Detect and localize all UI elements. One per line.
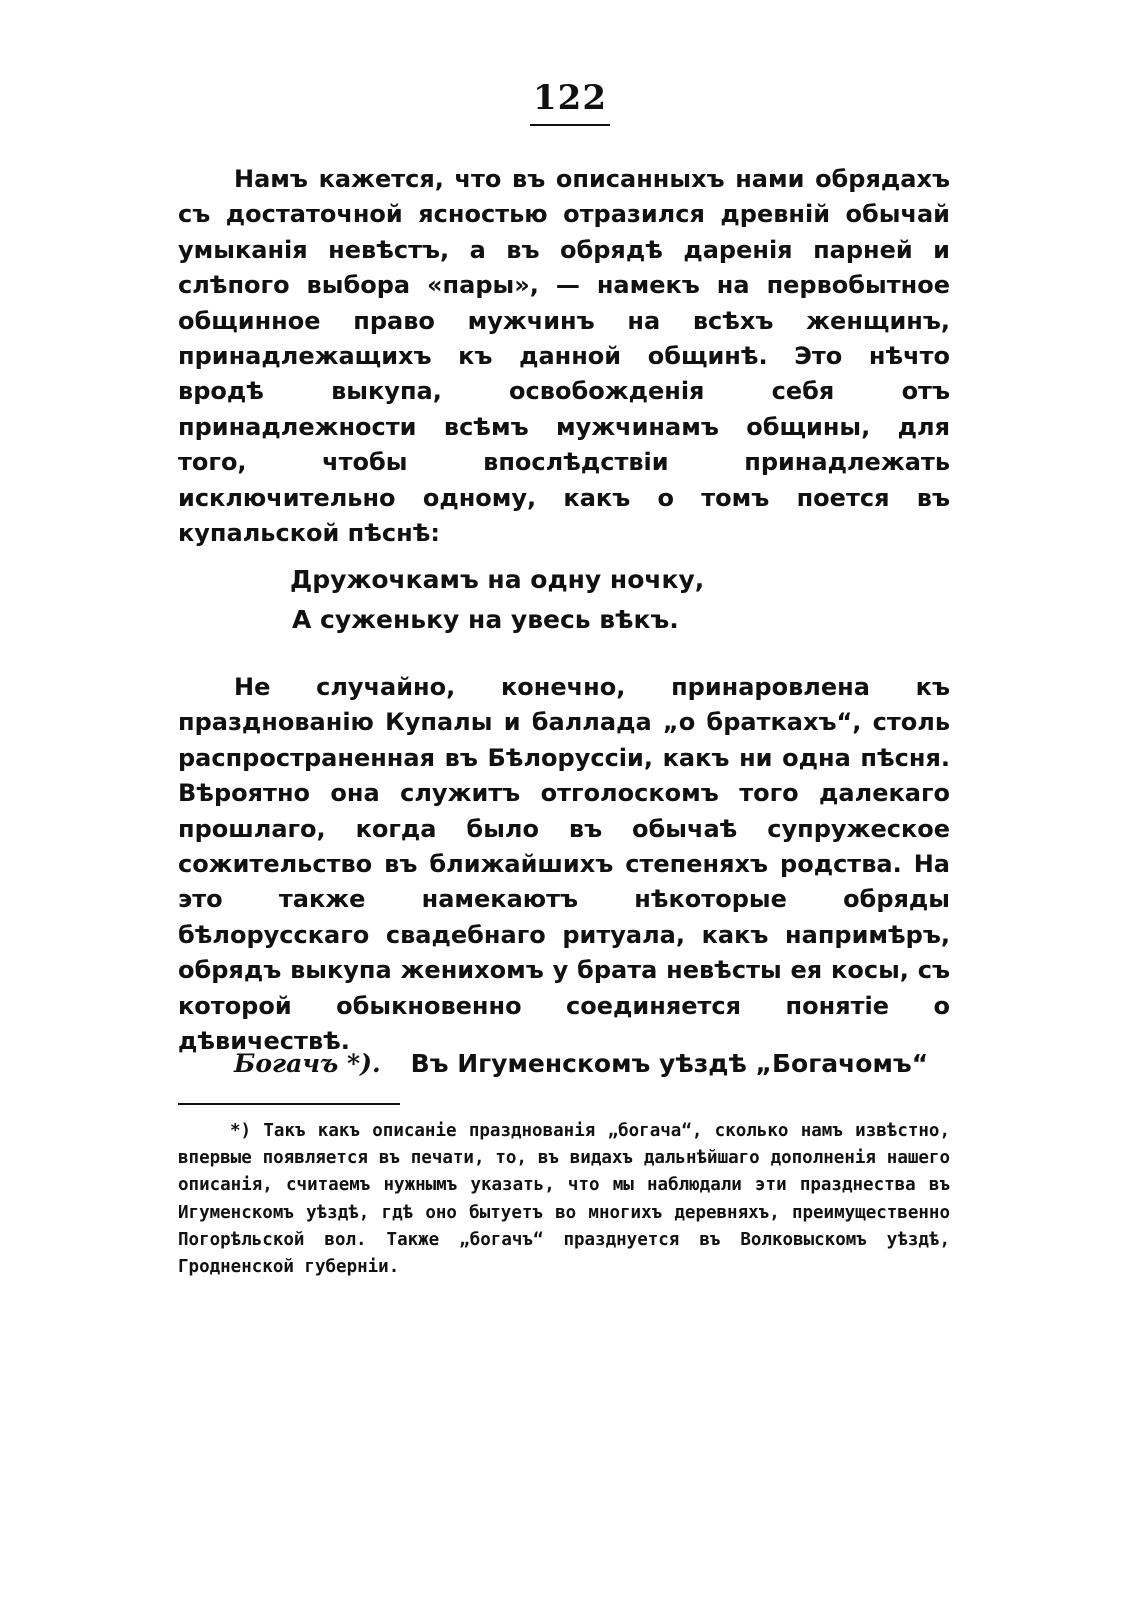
footnote: *) Такъ какъ описаніе празднованія „богача“, сколько намъ извѣстно, впервые появляется въ печати, то, въ видахъ дальнѣйшаго дополненія нашего описанія, считаемъ нужнымъ указать, что мы наблюдали эти празднества въ Игуменскомъ уѣздѣ, гдѣ оно бытуетъ во многихъ деревняхъ, преимущественно Погорѣльской вол. Также „богачъ“ празднуется въ Волковыскомъ уѣздѣ, Гродненской губерніи. [178,1121,950,1278]
section-heading: Богачъ *). [234,1049,381,1078]
page-number: 122 [533,78,607,118]
song-verse [290,560,910,640]
body-paragraph-2: Не случайно, конечно, принаровлена къ празднованію Купалы и баллада „о браткахъ“, столь распространенная въ Бѣлоруссіи, какъ ни одна пѣсня. Вѣроятно она служитъ отголоскомъ того далекаго прошлаго, когда было въ обычаѣ супружеское сожительство въ ближайшихъ степеняхъ родства. На это также намекаютъ нѣкоторые обряды бѣлорусскаго свадебнаго ритуала, какъ напримѣръ, обрядъ выкупа женихомъ у брата невѣсты ея косы, съ которой обыкновенно соединяется понятіе о дѣвичествѣ. [178,673,950,1056]
verse-line: А суженьку на увесь вѣкъ. [292,605,679,634]
body-paragraph-1: Намъ кажется, что въ описанныхъ нами обрядахъ съ достаточной ясностью отразился древній обычай умыканія невѣстъ, а въ обрядѣ даренія парней и слѣпого выбора «пары», — намекъ на первобытное общинное право мужчинъ на всѣхъ женщинъ, принадлежащихъ къ данной общинѣ. Это нѣчто вродѣ выкупа, освобожденія себя отъ принадлежности всѣмъ мужчинамъ общины, для того, чтобы впослѣдствіи принадлежать исключительно одному, какъ о томъ поется въ купальской пѣснѣ: [178,165,950,548]
footnote-divider [178,1103,400,1105]
verse-line: Дружочкамъ на одну ночку, [290,565,705,594]
page-number-underline [530,124,610,126]
section-start-line [234,1046,950,1082]
section-text: Въ Игуменскомъ уѣздѣ „Богачомъ“ [410,1049,929,1078]
